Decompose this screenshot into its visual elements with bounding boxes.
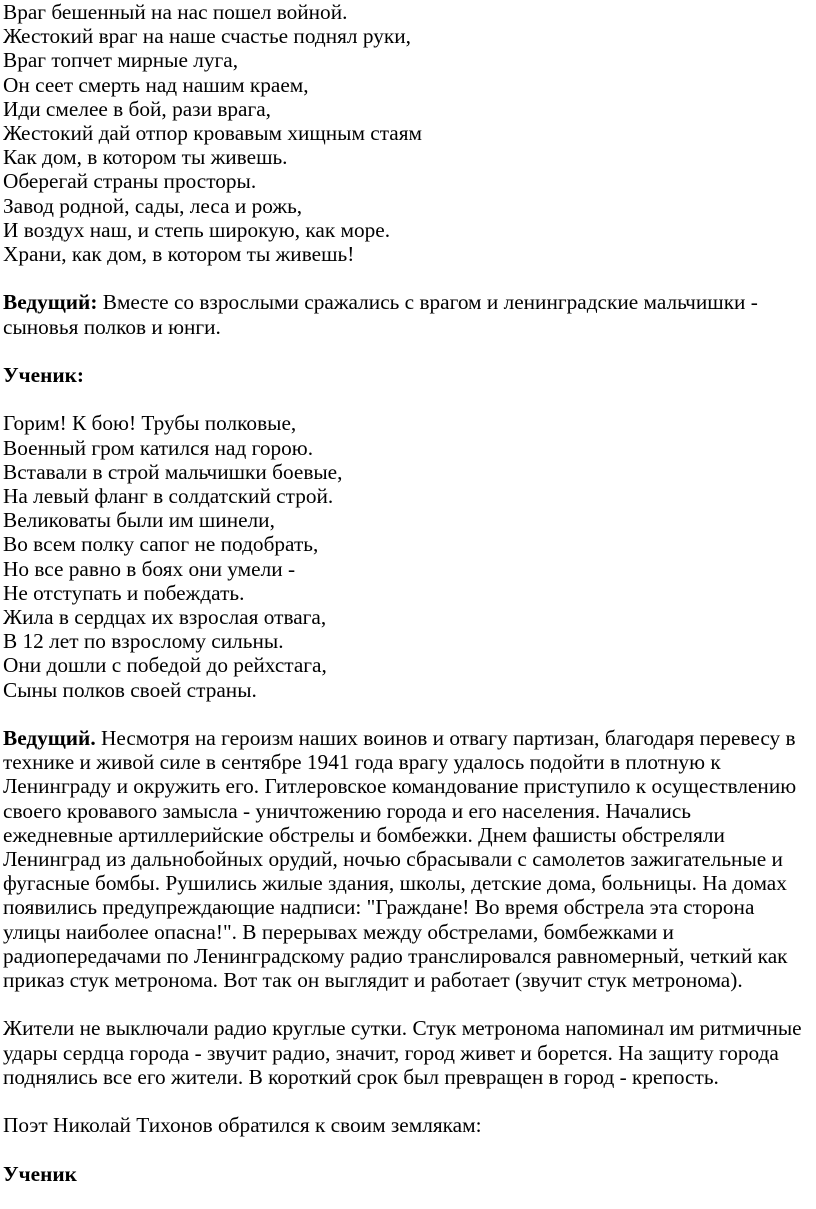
blank-line (3, 702, 816, 726)
poem-line: Вставали в строй мальчишки боевые, (3, 459, 343, 484)
poem-line: Оберегай страны просторы. (3, 169, 257, 194)
blank-line (3, 1089, 816, 1113)
poem-line: Жила в сердцах их взрослая отвага, (3, 605, 327, 630)
poem-line: Жестокий враг на наше счастье поднял руки, (3, 24, 411, 49)
poem-line: Он сеет смерть над нашим краем, (3, 72, 309, 97)
blank-line (3, 266, 816, 290)
poem-regiment-sons (3, 411, 816, 701)
residents-paragraph: Жители не выключали радио круглые сутки. Стук метронома напоминал им ритмичные удары сердца города - звучит радио, значит, город живет и борется. На защиту города поднялись все его жители. В короткий срок был превращен в город - крепость. (3, 1016, 802, 1089)
poem-line: Враг бешенный на нас пошел войной. (3, 0, 348, 24)
poem-line: Но все равно в боях они умели - (3, 556, 296, 581)
student-label: Ученик (3, 1161, 77, 1186)
blank-line (3, 387, 816, 411)
poem-line: Великоваты были им шинели, (3, 508, 275, 533)
poem-line: Военный гром катился над горою. (3, 435, 314, 460)
poem-line: Враг топчет мирные луга, (3, 48, 239, 73)
host-label: Ведущий. (3, 726, 96, 751)
host-paragraph-1 (3, 290, 803, 338)
poem-enemy (3, 0, 816, 266)
host-text: Несмотря на героизм наших воинов и отвагу партизан, благодаря перевесу в технике и живой силе в сентябре 1941 года врагу удалось подойти в плотную к Ленинграду и окружить его. Гитлеровское командование приступило к осуществлению своего кровавого замысла - уничтожению города и его населения. Начались ежедневные артиллерийские обстрелы и бомбежки. Днем фашисты обстреляли Ленинград из дальнобойных орудий, ночью сбрасывали с самолетов зажигательные и фугасные бомбы. Рушились жилые здания, школы, детские дома, больницы. На домах появились предупреждающие надписи: "Граждане! Во время обстрела эта сторона улицы наиболее опасна!". В перерывах между обстрелами, бомбежками и радиопередачами по Ленинградскому радио транслировался равномерный, четкий как приказ стук метронома. Вот так он выглядит и работает (звучит стук метронома). (3, 726, 797, 993)
poem-line: В 12 лет по взрослому сильны. (3, 629, 284, 654)
poem-line: Как дом, в котором ты живешь. (3, 145, 288, 170)
student-label: Ученик: (3, 363, 84, 388)
host-label: Ведущий: (3, 290, 98, 315)
blank-line (3, 1137, 816, 1161)
poem-line: И воздух наш, и степь широкую, как море. (3, 217, 391, 242)
poet-paragraph: Поэт Николай Тихонов обратился к своим землякам: (3, 1113, 482, 1138)
poem-line: Сыны полков своей страны. (3, 677, 257, 702)
poem-line: Иди смелее в бой, рази врага, (3, 96, 271, 121)
poem-line: Во всем полку сапог не подобрать, (3, 532, 319, 557)
poem-line: На левый фланг в солдатский строй. (3, 484, 334, 509)
poem-line: Завод родной, сады, леса и рожь, (3, 193, 303, 218)
host-paragraph-2 (3, 726, 803, 992)
host-text: Вместе со взрослыми сражались с врагом и ленинградские мальчишки - сыновья полков и юнги. (3, 290, 758, 339)
poem-line: Жестокий дай отпор кровавым хищным стаям (3, 121, 423, 146)
blank-line (3, 992, 816, 1016)
poem-line: Храни, как дом, в котором ты живешь! (3, 242, 355, 267)
poem-line: Не отступать и побеждать. (3, 580, 245, 605)
blank-line (3, 339, 816, 363)
poem-line: Они дошли с победой до рейхстага, (3, 653, 327, 678)
poem-line: Горим! К бою! Трубы полковые, (3, 411, 297, 436)
